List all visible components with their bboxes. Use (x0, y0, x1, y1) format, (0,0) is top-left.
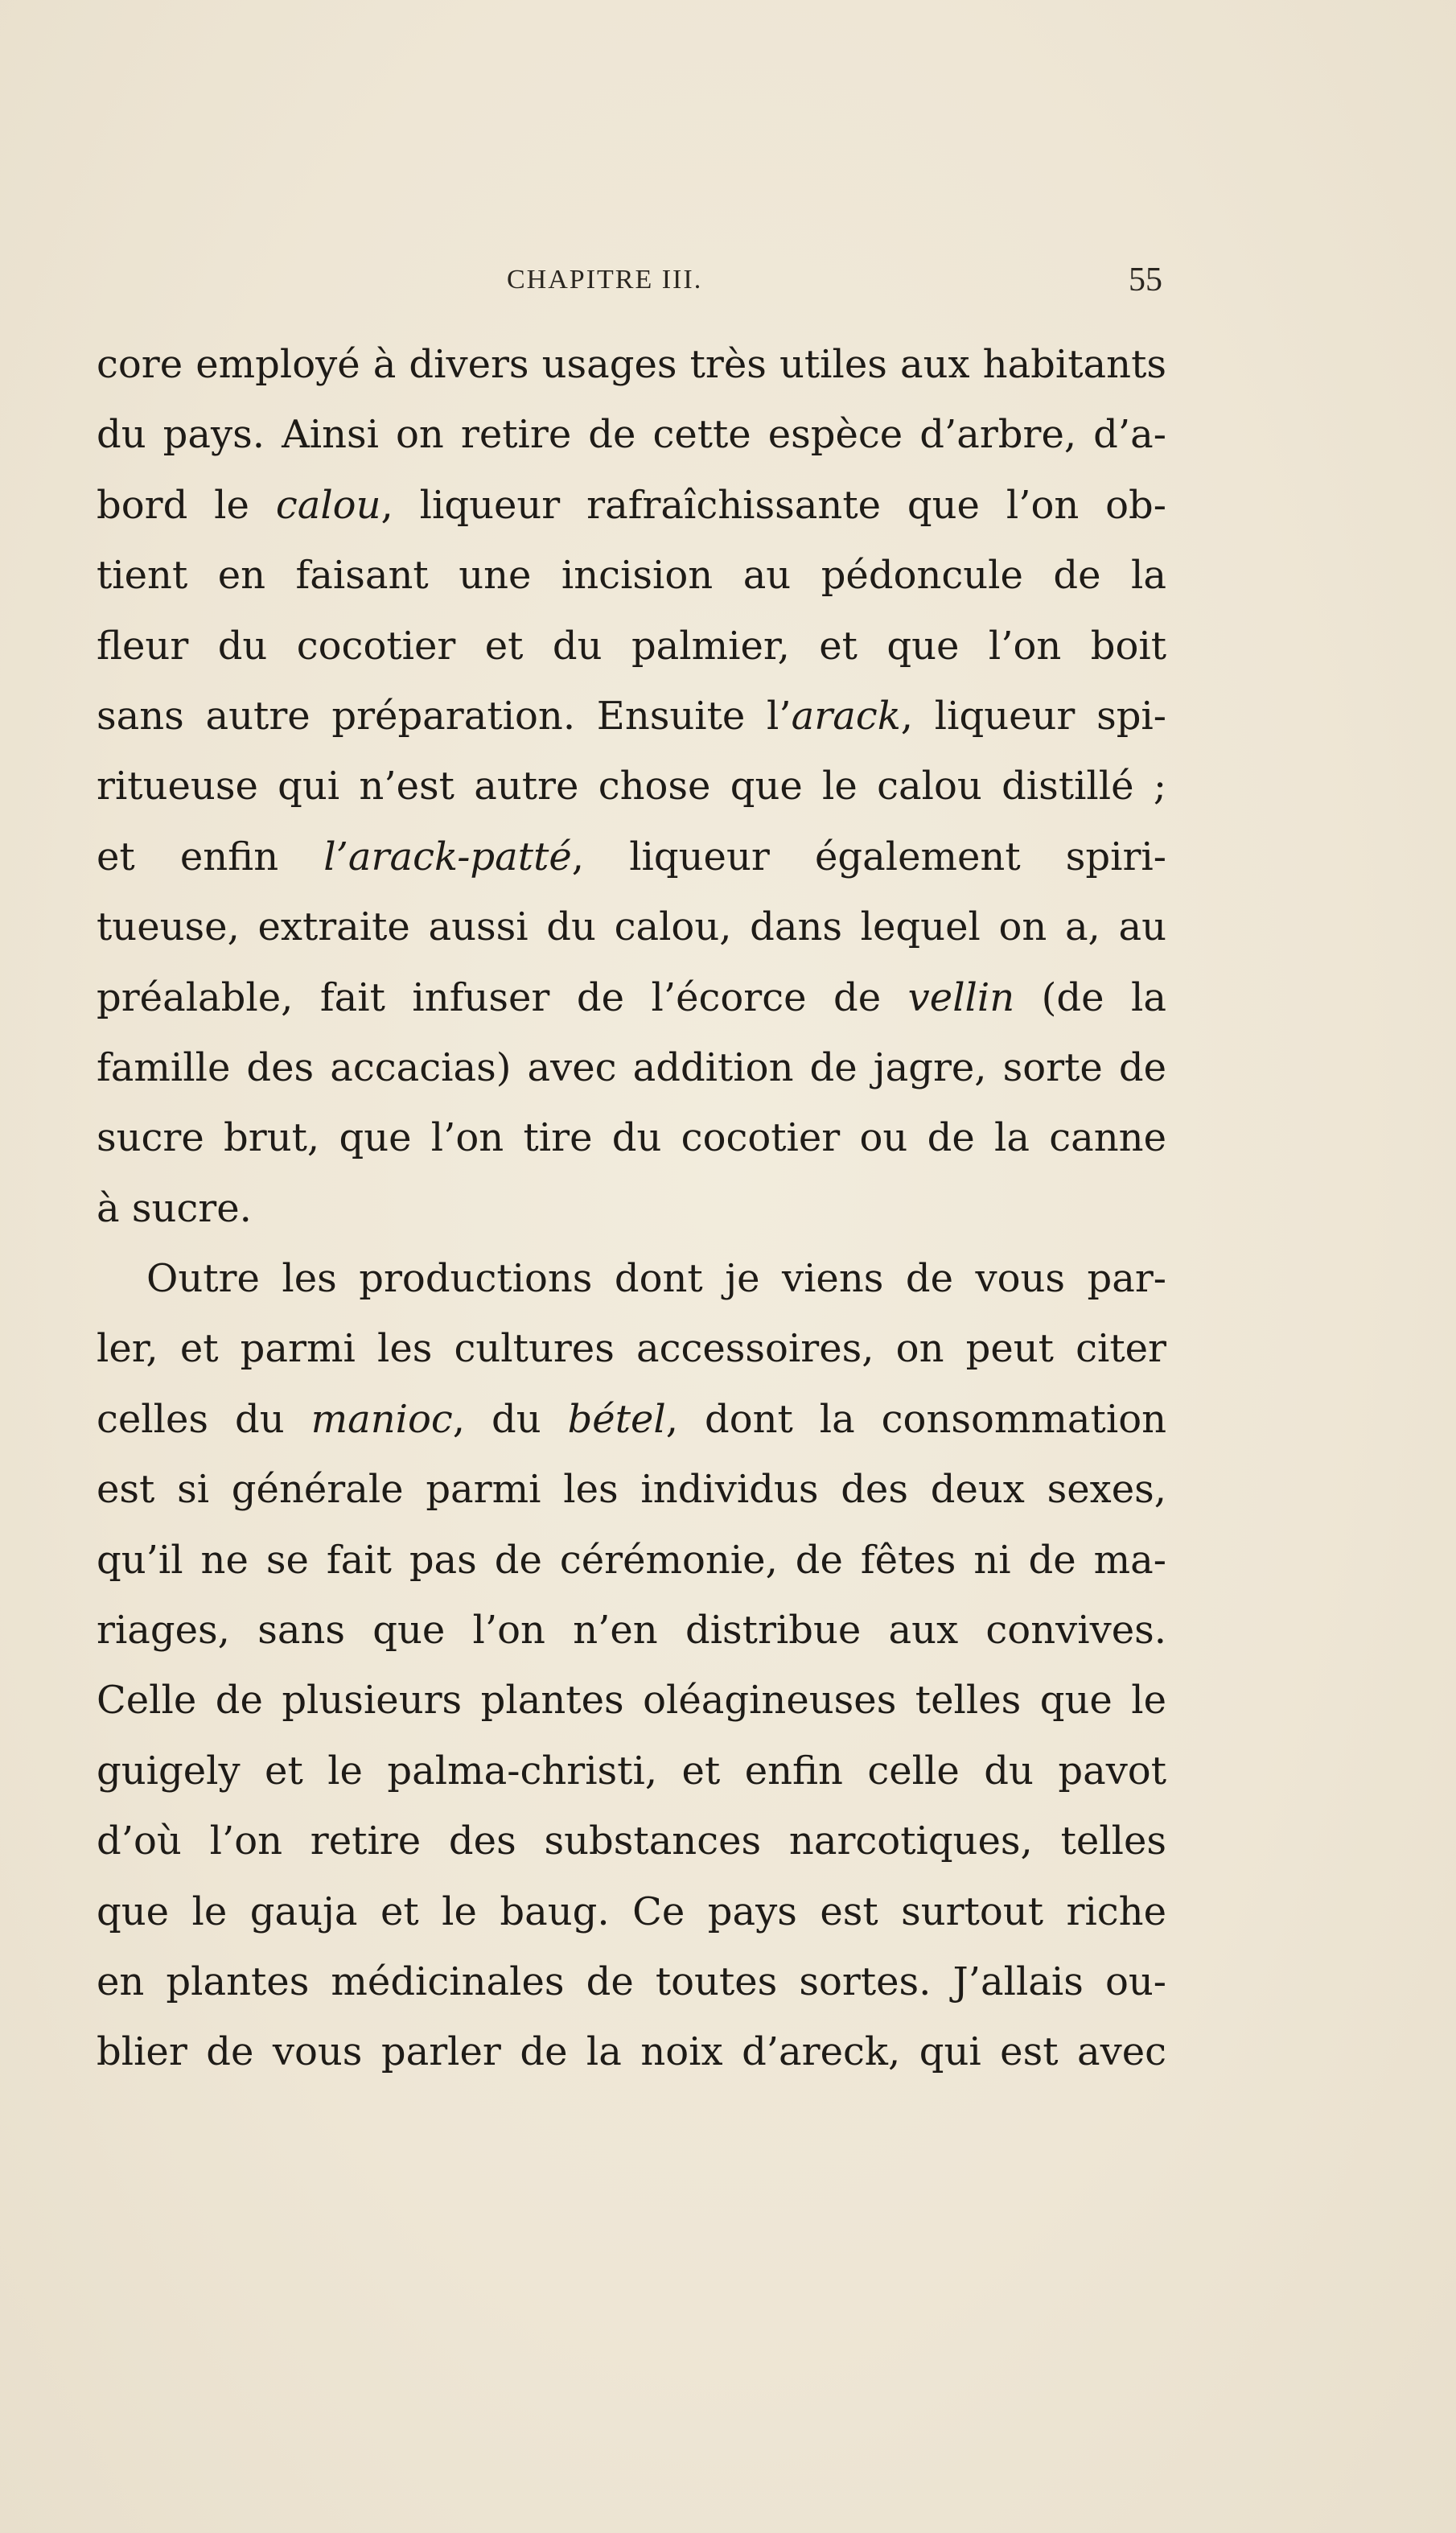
text-segment: d’où l’on retire des substances narcotiques, telles (97, 1818, 1166, 1864)
text-segment: celles du (97, 1396, 311, 1442)
page-header (101, 256, 1170, 304)
text-segment: , dont la consommation (665, 1396, 1166, 1442)
text-line (97, 752, 1166, 822)
text-line (97, 682, 1166, 752)
text-segment: préalable, fait infuser de l’écorce de (97, 974, 908, 1020)
text-line (97, 1244, 1166, 1314)
text-segment: tient en faisant une incision au pédoncule de la (97, 553, 1166, 599)
italic-term: arack (791, 693, 901, 739)
text-line (97, 1526, 1166, 1596)
text-line (97, 1033, 1166, 1103)
text-segment: est si générale parmi les individus des deux sexes, (97, 1467, 1166, 1513)
italic-term: l’arack-patté (323, 834, 572, 879)
text-segment: famille des accacias) avec addition de jagre, sorte de (97, 1044, 1166, 1090)
text-segment: sucre brut, que l’on tire du cocotier ou de la canne (97, 1115, 1166, 1161)
text-segment: à sucre. (97, 1185, 252, 1231)
text-line (97, 1385, 1166, 1455)
text-line (97, 1736, 1166, 1806)
text-segment: fleur du cocotier et du palmier, et que l’on boit (97, 623, 1166, 669)
text-segment: qu’il ne se fait pas de cérémonie, de fêtes ni de ma- (97, 1537, 1166, 1583)
text-segment: en plantes médicinales de toutes sortes. J’allais ou- (97, 1958, 1166, 2004)
text-segment: Outre les productions dont je viens de vous par- (146, 1256, 1166, 1302)
text-line (97, 1174, 1166, 1244)
text-segment: du pays. Ainsi on retire de cette espèce d’arbre, d’a- (97, 412, 1166, 458)
italic-term: calou (275, 482, 381, 528)
text-segment: , liqueur spi- (900, 693, 1166, 739)
text-line (97, 400, 1166, 470)
text-segment: (de la (1014, 974, 1166, 1020)
text-line (97, 612, 1166, 682)
text-line (97, 1103, 1166, 1173)
text-line (97, 892, 1166, 962)
text-line (97, 1596, 1166, 1666)
text-segment: guigely et le palma-christi, et enfin celle du pavot (97, 1748, 1166, 1794)
text-segment: riages, sans que l’on n’en distribue aux convives. (97, 1608, 1166, 1654)
text-line (97, 471, 1166, 541)
text-line (97, 1877, 1166, 1947)
text-line (97, 330, 1166, 400)
running-title: CHAPITRE III. (507, 265, 703, 294)
text-segment: blier de vous parler de la noix d’areck, qui est avec (97, 2029, 1166, 2075)
text-segment: core employé à divers usages très utiles aux habitants (97, 342, 1166, 387)
body-text (97, 330, 1166, 2088)
text-line (97, 822, 1166, 892)
text-line (97, 1314, 1166, 1384)
text-line (97, 2017, 1166, 2087)
text-segment: que le gauja et le baug. Ce pays est surtout riche (97, 1888, 1166, 1934)
text-line (97, 1666, 1166, 1736)
text-segment: sans autre préparation. Ensuite l’ (97, 693, 792, 739)
page-number: 55 (1129, 262, 1162, 299)
text-segment: ler, et parmi les cultures accessoires, on peut citer (97, 1326, 1166, 1372)
text-line (97, 541, 1166, 611)
text-segment: , liqueur rafraîchissante que l’on ob- (380, 482, 1166, 528)
text-segment: , liqueur également spiri- (571, 834, 1166, 879)
text-line (97, 1806, 1166, 1876)
text-segment: ritueuse qui n’est autre chose que le calou distillé ; (97, 764, 1166, 809)
text-line (97, 1455, 1166, 1525)
italic-term: bétel (567, 1396, 666, 1442)
text-segment: tueuse, extraite aussi du calou, dans lequel on a, au (97, 904, 1166, 950)
text-segment: , du (452, 1396, 568, 1442)
text-segment: et enfin (97, 834, 324, 879)
italic-term: manioc (311, 1396, 453, 1442)
italic-term: vellin (907, 974, 1015, 1020)
text-line (97, 963, 1166, 1033)
text-segment: Celle de plusieurs plantes oléagineuses telles que le (97, 1678, 1166, 1724)
text-segment: bord le (97, 482, 276, 528)
text-line (97, 1947, 1166, 2017)
